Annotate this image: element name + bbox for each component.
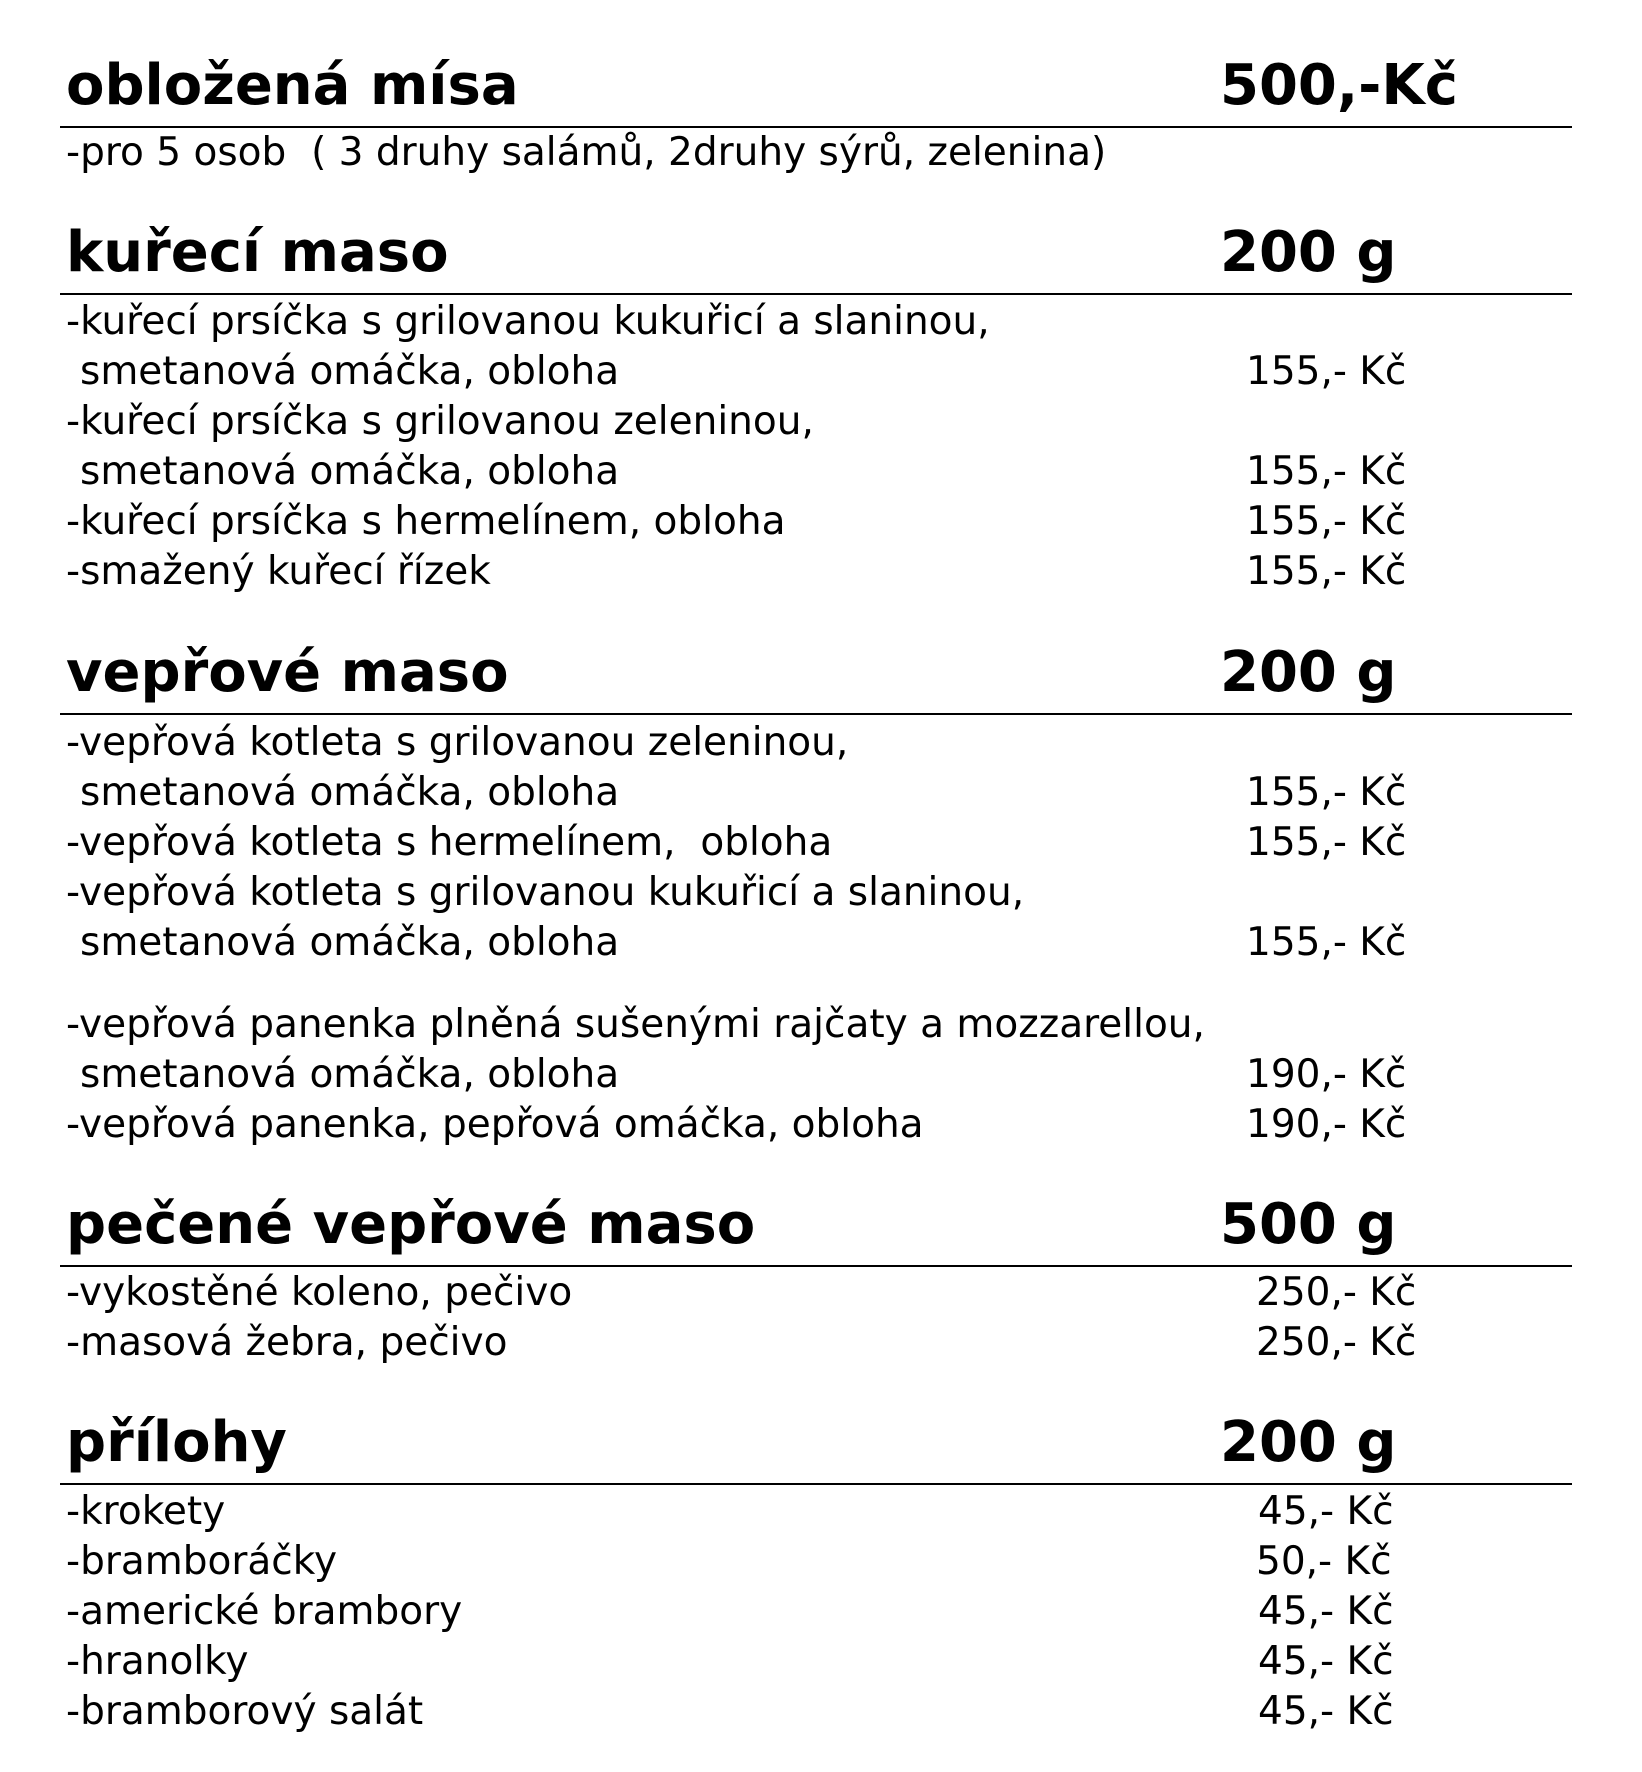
- section-header-pecene-veprove-maso: [0, 1187, 1642, 1267]
- menu-line: [0, 1537, 1642, 1587]
- menu-line: [0, 1100, 1642, 1150]
- menu-line-text: -masová žebra, pečivo: [66, 1320, 508, 1365]
- menu-line-text: smetanová omáčka, obloha: [80, 349, 620, 394]
- menu-line: [0, 868, 1642, 918]
- menu-line-text: -vepřová kotleta s hermelínem, obloha: [66, 820, 833, 865]
- section-divider: [60, 1265, 1572, 1267]
- section-header-value: 200 g: [1220, 220, 1397, 285]
- section-divider: [60, 293, 1572, 295]
- menu-line: [0, 1587, 1642, 1637]
- section-title: přílohy: [66, 1410, 287, 1475]
- section-header-value: 200 g: [1220, 640, 1397, 705]
- menu-line-text: -vepřová panenka, pepřová omáčka, obloha: [66, 1102, 924, 1147]
- menu-line-price: 155,- Kč: [1246, 449, 1407, 494]
- menu-line-text: smetanová omáčka, obloha: [80, 449, 620, 494]
- menu-line-text: -vepřová kotleta s grilovanou zeleninou,: [66, 720, 849, 765]
- menu-line-price: 50,- Kč: [1256, 1539, 1392, 1584]
- menu-line-text: -vykostěné koleno, pečivo: [66, 1270, 573, 1315]
- menu-line-text: -kuřecí prsíčka s hermelínem, obloha: [66, 499, 786, 544]
- menu-line-price: 250,- Kč: [1256, 1270, 1417, 1315]
- menu-line-price: 45,- Kč: [1258, 1689, 1394, 1734]
- menu-line: [0, 1637, 1642, 1687]
- menu-line-text: smetanová omáčka, obloha: [80, 920, 620, 965]
- menu-line: [0, 1318, 1642, 1368]
- section-divider: [60, 713, 1572, 715]
- menu-line-price: 155,- Kč: [1246, 920, 1407, 965]
- menu-line-price: 155,- Kč: [1246, 499, 1407, 544]
- menu-line: [0, 1000, 1642, 1050]
- menu-line-text: -vepřová panenka plněná sušenými rajčaty a mozzarellou,: [66, 1002, 1205, 1047]
- section-header-oblozena-misa: [0, 48, 1642, 128]
- menu-line-text: -hranolky: [66, 1639, 249, 1684]
- menu-line: [0, 347, 1642, 397]
- menu-line: [0, 718, 1642, 768]
- menu-line: [0, 768, 1642, 818]
- menu-line: [0, 1687, 1642, 1737]
- menu-line-text: smetanová omáčka, obloha: [80, 770, 620, 815]
- menu-line-price: 155,- Kč: [1246, 549, 1407, 594]
- menu-line-price: 45,- Kč: [1258, 1589, 1394, 1634]
- menu-line: [0, 297, 1642, 347]
- menu-line-price: 190,- Kč: [1246, 1052, 1407, 1097]
- menu-line: [0, 497, 1642, 547]
- menu-line: [0, 918, 1642, 968]
- menu-line: [0, 397, 1642, 447]
- menu-line: [0, 447, 1642, 497]
- menu-line: [0, 128, 1642, 178]
- menu-line: [0, 818, 1642, 868]
- menu-line-text: -smažený kuřecí řízek: [66, 549, 491, 594]
- section-header-kureci-maso: [0, 215, 1642, 295]
- menu-line-text: smetanová omáčka, obloha: [80, 1052, 620, 1097]
- menu-line: [0, 1268, 1642, 1318]
- menu-line-price: 155,- Kč: [1246, 349, 1407, 394]
- section-header-value: 500 g: [1220, 1192, 1397, 1257]
- menu-line-text: -pro 5 osob ( 3 druhy salámů, 2druhy sýrů, zelenina): [66, 130, 1107, 175]
- section-title: vepřové maso: [66, 640, 509, 705]
- section-divider: [60, 1483, 1572, 1485]
- section-header-value: 200 g: [1220, 1410, 1397, 1475]
- menu-line: [0, 1487, 1642, 1537]
- menu-line-price: 45,- Kč: [1258, 1639, 1394, 1684]
- section-header-prilohy: [0, 1405, 1642, 1485]
- menu-line-price: 45,- Kč: [1258, 1489, 1394, 1534]
- menu-line-text: -americké brambory: [66, 1589, 463, 1634]
- section-title: obložená mísa: [66, 53, 519, 118]
- menu-line-text: -bramboráčky: [66, 1539, 338, 1584]
- section-title: pečené vepřové maso: [66, 1192, 756, 1257]
- menu-line: [0, 1050, 1642, 1100]
- menu-line-price: 155,- Kč: [1246, 820, 1407, 865]
- menu-line-text: -kuřecí prsíčka s grilovanou zeleninou,: [66, 399, 814, 444]
- menu-line-text: -vepřová kotleta s grilovanou kukuřicí a slaninou,: [66, 870, 1025, 915]
- menu-line: [0, 547, 1642, 597]
- menu-line-price: 250,- Kč: [1256, 1320, 1417, 1365]
- menu-line-text: -kuřecí prsíčka s grilovanou kukuřicí a slaninou,: [66, 299, 990, 344]
- menu-line-price: 155,- Kč: [1246, 770, 1407, 815]
- menu-line-price: 190,- Kč: [1246, 1102, 1407, 1147]
- menu-line-text: -bramborový salát: [66, 1689, 424, 1734]
- section-header-value: 500,-Kč: [1220, 53, 1458, 118]
- menu-line-text: -krokety: [66, 1489, 226, 1534]
- section-title: kuřecí maso: [66, 220, 449, 285]
- section-header-veprove-maso: [0, 635, 1642, 715]
